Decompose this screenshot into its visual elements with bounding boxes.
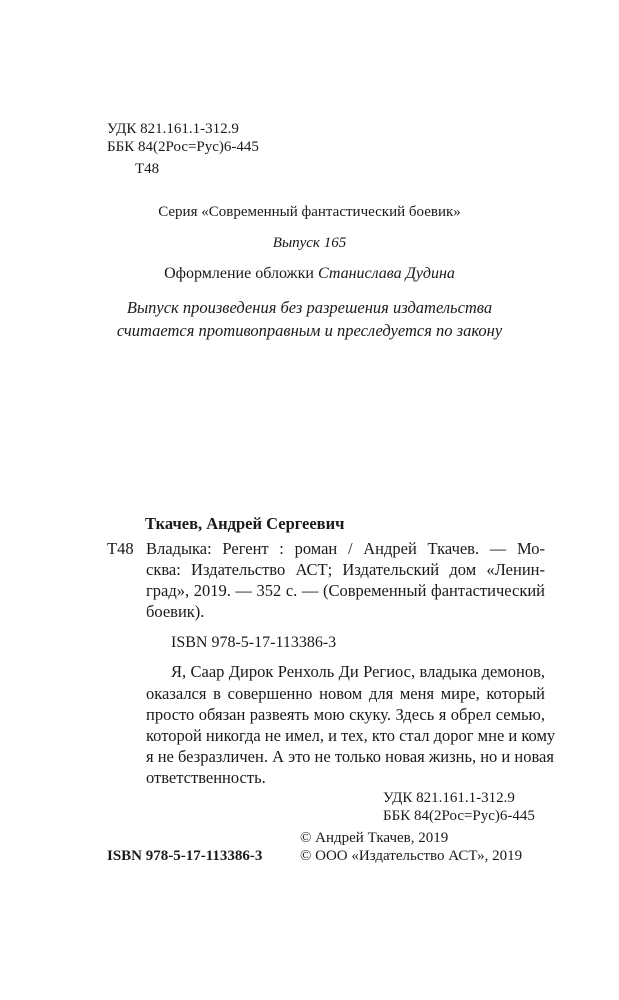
annotation-line: просто обязан развеять мою скуку. Здесь я обрел семью,	[146, 705, 545, 724]
udk-code-card: УДК 821.161.1-312.9	[383, 790, 515, 806]
bbk-code-card: ББК 84(2Рос=Рус)6-445	[383, 808, 535, 824]
footer-isbn: ISBN 978-5-17-113386-3	[107, 848, 263, 864]
copyright-author: © Андрей Ткачев, 2019	[300, 830, 449, 846]
annotation-line: оказался в совершенно новом для меня мире, который	[146, 684, 545, 703]
copyright-notice-line-1: Выпуск произведения без разрешения издательства	[126, 298, 493, 317]
catalog-description-line: Владыка: Регент : роман / Андрей Ткачев. — Мо-	[146, 539, 545, 558]
udk-code-top: УДК 821.161.1-312.9	[107, 121, 239, 137]
catalog-author-mark: Т48	[107, 539, 134, 558]
catalog-isbn: ISBN 978-5-17-113386-3	[171, 634, 337, 651]
author-mark-top: Т48	[135, 161, 160, 177]
cover-design-line	[0, 264, 619, 284]
annotation-line: которой никогда не имел, и тех, кто стал дорог мне и кому	[146, 726, 556, 745]
bbk-code-top: ББК 84(2Рос=Рус)6-445	[107, 139, 259, 155]
series-line: Серия «Современный фантастический боевик»	[158, 204, 461, 220]
annotation-line: я не безразличен. А это не только новая жизнь, но и новая	[146, 747, 554, 766]
catalog-description-line: сква: Издательство АСТ; Издательский дом «Ленин-	[146, 560, 545, 579]
series-issue: Выпуск 165	[272, 235, 347, 251]
catalog-description-line: град», 2019. — 352 с. — (Современный фантастический	[146, 581, 545, 600]
cover-designer-name: Станислава Дудина	[317, 265, 455, 282]
cover-design-label: Оформление обложки	[164, 265, 318, 282]
copyright-notice-line-2: считается противоправным и преследуется по закону	[116, 321, 503, 340]
copyright-publisher: © ООО «Издательство АСТ», 2019	[300, 848, 523, 864]
catalog-description-line: боевик).	[146, 602, 205, 621]
annotation-line: ответственность.	[146, 768, 266, 787]
catalog-author-heading: Ткачев, Андрей Сергеевич	[145, 514, 345, 533]
annotation-line: Я, Саар Дирок Ренхоль Ди Региос, владыка демонов,	[171, 662, 545, 681]
